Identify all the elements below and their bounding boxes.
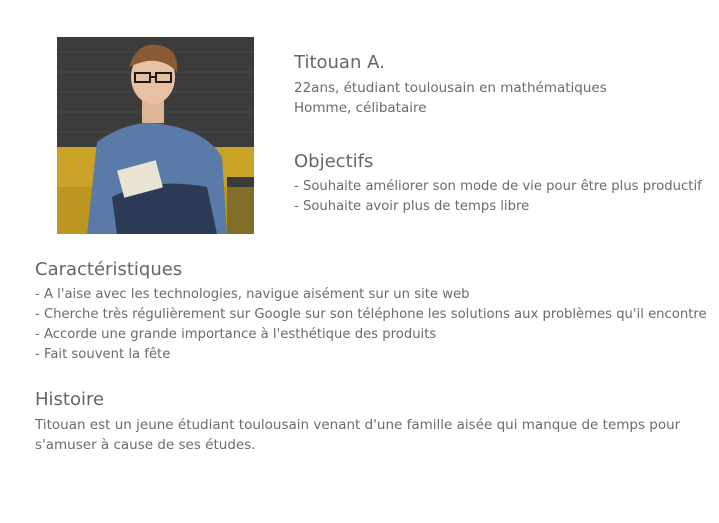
persona-age-line: 22ans, étudiant toulousain en mathématiques [294, 80, 607, 96]
persona-status-line: Homme, célibataire [294, 100, 427, 116]
objectives-title: Objectifs [294, 151, 374, 172]
objective-item: - Souhaite améliorer son mode de vie pour être plus productif [294, 179, 702, 194]
objective-item: - Souhaite avoir plus de temps libre [294, 199, 530, 214]
persona-name: Titouan A. [294, 52, 385, 73]
story-title: Histoire [35, 389, 105, 410]
characteristic-item: - Accorde une grande importance à l'esthétique des produits [35, 327, 437, 342]
objectives-list [294, 177, 702, 217]
story-section [35, 389, 705, 455]
characteristics-title: Caractéristiques [35, 259, 183, 280]
characteristics-section [35, 259, 707, 365]
characteristics-list [35, 285, 707, 365]
persona-photo-illustration [57, 37, 254, 234]
characteristic-item: - Fait souvent la fête [35, 347, 171, 362]
persona-photo [57, 37, 254, 234]
characteristic-item: - Cherche très régulièrement sur Google sur son téléphone les solutions aux problèmes qu'il encontre [35, 307, 707, 322]
characteristic-item: - A l'aise avec les technologies, navigue aisément sur un site web [35, 287, 470, 302]
story-text: Titouan est un jeune étudiant toulousain venant d'une famille aisée qui manque de temps pour s'amuser à cause de ses études. [35, 417, 681, 453]
objectives-section [294, 151, 702, 217]
persona-identity [294, 52, 607, 118]
